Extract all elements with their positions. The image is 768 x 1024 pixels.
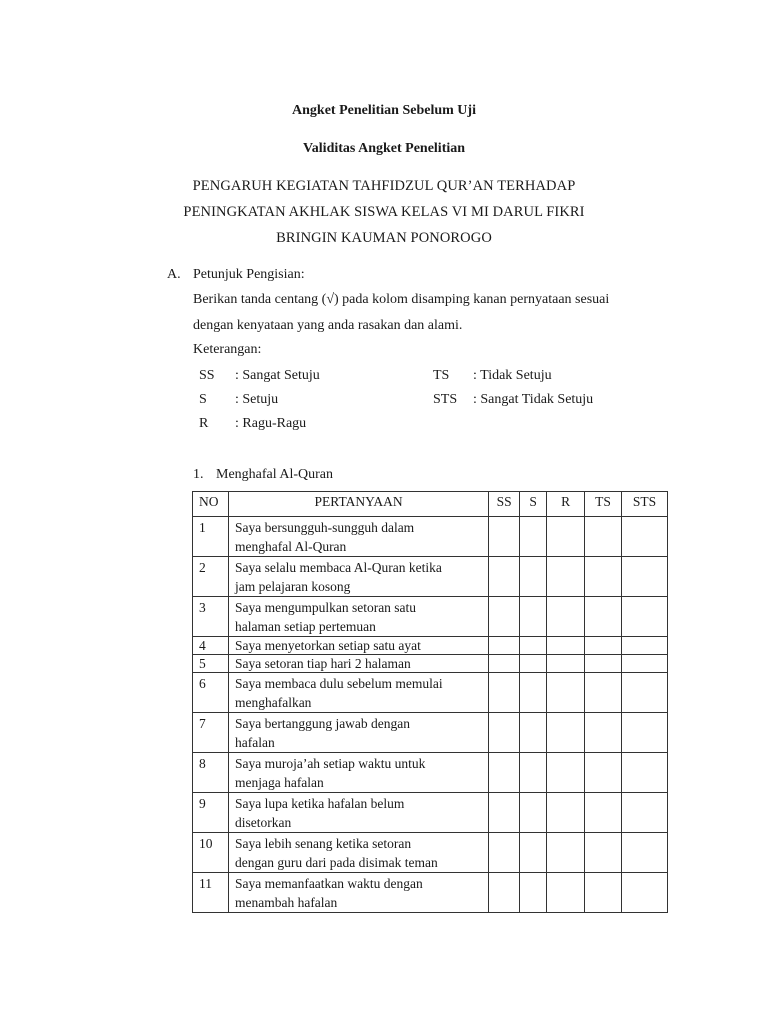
question-line-1: Saya membaca dulu sebelum memulai <box>234 676 443 691</box>
answer-cell-ts[interactable] <box>585 673 622 713</box>
answer-cell-ts[interactable] <box>585 557 622 597</box>
legend-title: Keterangan: <box>193 342 262 357</box>
row-number: 10 <box>193 833 229 873</box>
row-number: 7 <box>193 713 229 753</box>
answer-cell-sts[interactable] <box>622 753 668 793</box>
table-row <box>193 557 668 597</box>
row-number: 1 <box>193 517 229 557</box>
answer-cell-sts[interactable] <box>622 655 668 673</box>
answer-cell-ss[interactable] <box>489 873 520 913</box>
row-question <box>228 517 488 557</box>
answer-cell-s[interactable] <box>520 655 547 673</box>
legend-code-r: R <box>199 416 209 431</box>
answer-cell-sts[interactable] <box>622 637 668 655</box>
answer-cell-ss[interactable] <box>489 793 520 833</box>
question-line-1: Saya lebih senang ketika setoran <box>234 836 412 851</box>
answer-cell-s[interactable] <box>520 873 547 913</box>
legend-meaning-ss: : Sangat Setuju <box>235 368 320 383</box>
row-number: 6 <box>193 673 229 713</box>
answer-cell-ss[interactable] <box>489 597 520 637</box>
legend-code-s: S <box>199 392 207 407</box>
answer-cell-r[interactable] <box>547 557 585 597</box>
question-line-2: menghafalkan <box>234 695 312 710</box>
table-header-row <box>193 492 668 517</box>
answer-cell-ss[interactable] <box>489 833 520 873</box>
question-line-1: Saya selalu membaca Al-Quran ketika <box>234 560 442 575</box>
row-question <box>228 655 488 673</box>
table-row <box>193 673 668 713</box>
questionnaire-table <box>192 491 668 913</box>
answer-cell-s[interactable] <box>520 597 547 637</box>
answer-cell-ss[interactable] <box>489 517 520 557</box>
question-line-2: menghafal Al-Quran <box>234 539 347 554</box>
row-question <box>228 637 488 655</box>
row-question <box>228 713 488 753</box>
answer-cell-ts[interactable] <box>585 833 622 873</box>
row-question <box>228 557 488 597</box>
header-r: R <box>547 492 585 517</box>
answer-cell-r[interactable] <box>547 833 585 873</box>
answer-cell-s[interactable] <box>520 753 547 793</box>
table-row <box>193 753 668 793</box>
question-line-1: Saya memanfaatkan waktu dengan <box>234 876 423 891</box>
question-line-2: jam pelajaran kosong <box>234 579 351 594</box>
row-number: 11 <box>193 873 229 913</box>
answer-cell-ts[interactable] <box>585 753 622 793</box>
header-s: S <box>520 492 547 517</box>
question-line-1: Saya setoran tiap hari 2 halaman <box>234 656 411 671</box>
answer-cell-r[interactable] <box>547 873 585 913</box>
question-line-2: disetorkan <box>234 815 292 830</box>
answer-cell-ts[interactable] <box>585 637 622 655</box>
answer-cell-sts[interactable] <box>622 713 668 753</box>
section-title: Petunjuk Pengisian: <box>193 267 305 282</box>
answer-cell-ts[interactable] <box>585 793 622 833</box>
answer-cell-ts[interactable] <box>585 873 622 913</box>
question-line-1: Saya bertanggung jawab dengan <box>234 716 411 731</box>
row-question <box>228 673 488 713</box>
answer-cell-ts[interactable] <box>585 713 622 753</box>
header-no: NO <box>193 492 229 517</box>
row-question <box>228 597 488 637</box>
question-line-2: halaman setiap pertemuan <box>234 619 376 634</box>
row-number: 9 <box>193 793 229 833</box>
question-line-1: Saya menyetorkan setiap satu ayat <box>234 638 421 653</box>
table-row <box>193 713 668 753</box>
answer-cell-ss[interactable] <box>489 655 520 673</box>
table-row <box>193 597 668 637</box>
document-subtitle: Validitas Angket Penelitian <box>302 141 466 156</box>
answer-cell-r[interactable] <box>547 753 585 793</box>
instruction-line-1: Berikan tanda centang (√) pada kolom disamping kanan pernyataan sesuai <box>193 292 610 307</box>
answer-cell-sts[interactable] <box>622 673 668 713</box>
answer-cell-ts[interactable] <box>585 597 622 637</box>
row-number: 5 <box>193 655 229 673</box>
legend-meaning-r: : Ragu-Ragu <box>235 416 307 431</box>
question-line-2: dengan guru dari pada disimak teman <box>234 855 438 870</box>
answer-cell-s[interactable] <box>520 557 547 597</box>
header-ss: SS <box>489 492 520 517</box>
answer-cell-ss[interactable] <box>489 637 520 655</box>
header-ts: TS <box>585 492 622 517</box>
table-row <box>193 637 668 655</box>
header-sts: STS <box>622 492 668 517</box>
table-row <box>193 655 668 673</box>
legend-meaning-sts: : Sangat Tidak Setuju <box>473 392 594 407</box>
answer-cell-s[interactable] <box>520 713 547 753</box>
answer-cell-ss[interactable] <box>489 557 520 597</box>
legend-code-ts: TS <box>433 368 450 383</box>
question-line-2: hafalan <box>234 735 275 750</box>
section-marker: A. <box>167 267 181 282</box>
answer-cell-ts[interactable] <box>585 517 622 557</box>
topic-line-1: PENGARUH KEGIATAN TAHFIDZUL QUR’AN TERHADAP <box>192 178 576 194</box>
answer-cell-r[interactable] <box>547 637 585 655</box>
row-question <box>228 873 488 913</box>
question-line-2: menjaga hafalan <box>234 775 324 790</box>
answer-cell-r[interactable] <box>547 793 585 833</box>
answer-cell-sts[interactable] <box>622 873 668 913</box>
topic-line-2: PENINGKATAN AKHLAK SISWA KELAS VI MI DARUL FIKRI <box>183 204 585 220</box>
answer-cell-r[interactable] <box>547 517 585 557</box>
table-row <box>193 833 668 873</box>
document-title: Angket Penelitian Sebelum Uji <box>292 103 476 118</box>
instruction-line-2: dengan kenyataan yang anda rasakan dan alami. <box>193 318 463 333</box>
table-row <box>193 873 668 913</box>
answer-cell-sts[interactable] <box>622 833 668 873</box>
legend-meaning-ts: : Tidak Setuju <box>473 368 552 383</box>
answer-cell-s[interactable] <box>520 673 547 713</box>
question-line-1: Saya bersungguh-sungguh dalam <box>234 520 415 535</box>
answer-cell-ss[interactable] <box>489 713 520 753</box>
legend-meaning-s: : Setuju <box>235 392 279 407</box>
answer-cell-s[interactable] <box>520 833 547 873</box>
answer-cell-r[interactable] <box>547 655 585 673</box>
table-row <box>193 517 668 557</box>
answer-cell-sts[interactable] <box>622 517 668 557</box>
legend-code-sts: STS <box>433 392 458 407</box>
header-question: PERTANYAAN <box>228 492 488 517</box>
answer-cell-sts[interactable] <box>622 793 668 833</box>
answer-cell-r[interactable] <box>547 713 585 753</box>
subsection-marker: 1. <box>193 467 204 482</box>
answer-cell-ss[interactable] <box>489 753 520 793</box>
answer-cell-sts[interactable] <box>622 597 668 637</box>
topic-line-3: BRINGIN KAUMAN PONOROGO <box>276 230 492 246</box>
table-row <box>193 793 668 833</box>
row-question <box>228 753 488 793</box>
answer-cell-ts[interactable] <box>585 655 622 673</box>
question-line-1: Saya muroja’ah setiap waktu untuk <box>234 756 426 771</box>
answer-cell-s[interactable] <box>520 517 547 557</box>
answer-cell-sts[interactable] <box>622 557 668 597</box>
row-number: 2 <box>193 557 229 597</box>
answer-cell-s[interactable] <box>520 793 547 833</box>
answer-cell-r[interactable] <box>547 673 585 713</box>
answer-cell-ss[interactable] <box>489 673 520 713</box>
question-line-1: Saya lupa ketika hafalan belum <box>234 796 405 811</box>
answer-cell-s[interactable] <box>520 637 547 655</box>
row-number: 3 <box>193 597 229 637</box>
question-line-2: menambah hafalan <box>234 895 338 910</box>
question-line-1: Saya mengumpulkan setoran satu <box>234 600 417 615</box>
row-question <box>228 793 488 833</box>
subsection-title: Menghafal Al-Quran <box>216 467 334 482</box>
row-question <box>228 833 488 873</box>
legend-code-ss: SS <box>199 368 215 383</box>
row-number: 4 <box>193 637 229 655</box>
row-number: 8 <box>193 753 229 793</box>
answer-cell-r[interactable] <box>547 597 585 637</box>
